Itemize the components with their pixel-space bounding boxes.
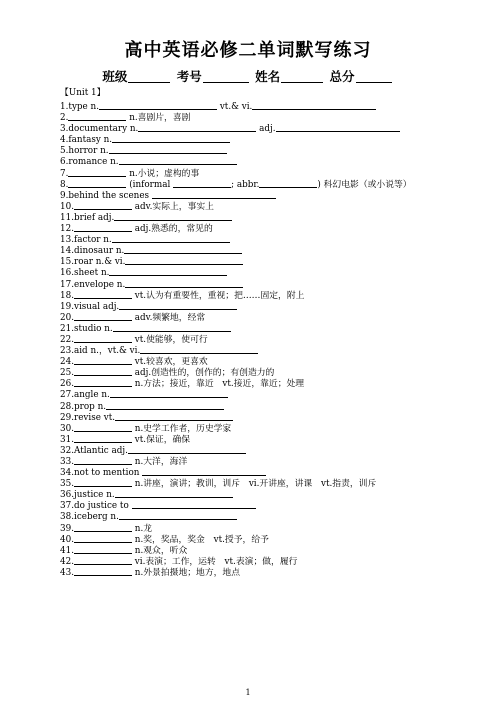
answer-blank [259, 178, 317, 188]
item-meaning: n.喜剧片，喜剧 [129, 113, 191, 123]
class-label: 班级 [102, 69, 128, 84]
answer-blank [138, 122, 256, 132]
item-meaning: n.外景拍摄地；地方，地点 [134, 567, 241, 578]
answer-blank [74, 522, 132, 532]
item-number: 24. [60, 357, 74, 367]
item-number: 12. [60, 224, 74, 234]
item-number: 39. [60, 523, 74, 533]
item-number: 4. [60, 135, 69, 145]
item-pos: n. [90, 102, 100, 112]
item-number: 28. [60, 401, 74, 411]
answer-blank [74, 433, 132, 443]
item-number: 25. [60, 368, 74, 378]
vocab-item [60, 455, 480, 466]
item-number: 37. [60, 501, 74, 511]
vocab-item [60, 510, 480, 521]
item-pos: n. [110, 512, 119, 522]
vocab-item [60, 544, 480, 555]
item-word: sheet [74, 268, 99, 278]
item-pos: n. [100, 146, 109, 156]
vocab-item [60, 167, 480, 178]
item-meaning: n.史学工作者，历史学家 [134, 423, 232, 433]
vocab-item [60, 144, 480, 155]
vocab-item [60, 155, 480, 166]
answer-blank [68, 167, 126, 177]
answer-blank [113, 322, 231, 332]
vocab-item [60, 222, 480, 233]
item-number: 2. [60, 113, 69, 123]
vocab-item [60, 100, 480, 111]
vocab-item [60, 211, 480, 222]
item-pos: n.& vi. [95, 257, 126, 267]
item-number: 26. [60, 379, 74, 389]
answer-blank [74, 455, 132, 465]
item-number: 19. [60, 301, 74, 311]
item-number: 38. [60, 512, 74, 522]
vocab-item [60, 522, 480, 533]
item-number: 34. [60, 468, 74, 478]
name-label: 姓名 [255, 69, 281, 84]
item-meaning: adv.实际上，事实上 [134, 201, 214, 211]
answer-blank [74, 222, 132, 232]
vocab-item [60, 255, 480, 266]
answer-blank [132, 499, 256, 509]
answer-blank [152, 189, 276, 199]
item-pos: n.，vt.& vi. [90, 346, 141, 356]
vocab-item [60, 133, 480, 144]
item-pos: vt.& vi. [219, 102, 253, 112]
item-pos: n. [116, 279, 126, 289]
vocab-item [60, 400, 480, 411]
item-meaning: n.大洋，海洋 [134, 457, 188, 467]
score-label: 总分 [329, 69, 355, 84]
answer-blank [74, 566, 132, 576]
vocab-item [60, 388, 480, 399]
item-meaning: n.观众，听众 [134, 545, 188, 555]
item-number: 36. [60, 490, 74, 500]
answer-blank [119, 510, 237, 520]
item-word: fantasy [68, 135, 101, 145]
vocab-item [60, 444, 480, 455]
item-number: 17. [60, 279, 74, 289]
item-pos: vt. [103, 412, 116, 422]
answer-blank [74, 333, 132, 343]
answer-blank [109, 144, 227, 154]
item-number: 20. [60, 312, 74, 322]
vocab-item [60, 233, 480, 244]
item-meaning: n.讲座，演讲；教训，训斥 vi.开讲座，讲课 vt.指责，训斥 [134, 479, 377, 489]
vocab-item [60, 322, 480, 333]
answer-blank [74, 366, 132, 376]
id-blank [203, 70, 249, 83]
item-word: not to mention [74, 468, 140, 478]
item-word: studio [74, 323, 102, 333]
item-number: 7. [60, 168, 69, 178]
item-pos: adj. [259, 124, 276, 134]
answer-blank [125, 255, 243, 265]
item-word: romance [68, 157, 108, 167]
answer-blank [125, 278, 243, 288]
answer-blank [110, 388, 228, 398]
vocab-item [60, 178, 480, 189]
item-note: ) [317, 179, 321, 189]
item-word: visual [74, 301, 101, 311]
item-number: 1. [60, 102, 69, 112]
item-number: 30. [60, 423, 74, 433]
answer-blank [252, 100, 376, 110]
item-word: aid [74, 346, 88, 356]
item-pos: n. [104, 323, 113, 333]
item-pos: n. [103, 235, 112, 245]
answer-blank [276, 122, 400, 132]
vocab-item [60, 477, 480, 488]
answer-blank [119, 155, 237, 165]
vocab-item [60, 333, 480, 344]
vocab-item [60, 200, 480, 211]
item-number: 11. [60, 212, 74, 223]
item-number: 40. [60, 534, 74, 544]
vocab-item [60, 111, 480, 122]
unit-heading: 【Unit 1】 [60, 88, 106, 98]
item-word: iceberg [74, 512, 108, 522]
item-word: dinosaur [74, 246, 114, 256]
vocab-item [60, 488, 480, 499]
vocab-item [60, 555, 480, 566]
vocab-item [60, 377, 480, 388]
name-blank [281, 70, 323, 83]
vocab-item [60, 278, 480, 289]
item-word: do justice to [74, 501, 129, 511]
score-blank [356, 70, 392, 83]
item-number: 22. [60, 334, 74, 345]
item-meaning: adj.创造性的，创作的；有创造力的 [134, 368, 275, 378]
vocab-item [60, 422, 480, 433]
answer-blank [173, 178, 231, 188]
answer-blank [74, 422, 132, 432]
answer-blank [74, 311, 132, 321]
item-pos: adj. [97, 212, 115, 223]
item-word: envelope [74, 279, 114, 289]
item-number: 9. [60, 190, 69, 200]
item-word: justice [74, 490, 104, 500]
item-note: (informal [129, 179, 171, 189]
item-word: prop [74, 401, 95, 411]
item-meaning: vt.较喜欢，更喜欢 [134, 357, 208, 367]
answer-blank [74, 289, 132, 299]
answer-blank [115, 411, 233, 421]
answer-blank [106, 400, 224, 410]
answer-blank [74, 377, 132, 387]
student-info-line [0, 67, 496, 85]
item-meaning: n.小说；虚构的事 [129, 168, 200, 178]
answer-blank [68, 178, 126, 188]
item-meaning: vt.保证，确保 [134, 434, 191, 444]
answer-blank [109, 266, 227, 276]
item-meaning: vt.认为有重要性，重视；把……固定，附上 [134, 290, 305, 300]
vocabulary-list [60, 100, 480, 577]
item-word: factor [74, 235, 101, 245]
answer-blank [74, 477, 132, 487]
item-number: 3. [60, 124, 69, 134]
item-pos: n. [103, 135, 113, 145]
item-meaning: vi.表演；工作，运转 vt.表演；做，履行 [134, 556, 298, 566]
item-pos: n. [97, 401, 107, 411]
item-word: Atlantic [74, 445, 109, 455]
answer-blank [99, 100, 217, 110]
item-meaning: n.奖，奖品，奖金 vt.授予，给予 [134, 534, 269, 544]
answer-blank [74, 200, 132, 210]
vocab-item [60, 466, 480, 477]
item-number: 15. [60, 257, 74, 267]
answer-blank [124, 244, 242, 254]
vocab-item [60, 189, 480, 200]
vocab-item [60, 344, 480, 355]
vocab-item [60, 533, 480, 544]
item-meaning: adj.熟悉的，常见的 [134, 224, 213, 234]
item-word: horror [68, 146, 98, 156]
item-word: behind the scenes [68, 190, 150, 200]
item-number: 43. [60, 567, 74, 578]
item-number: 41. [60, 545, 74, 555]
item-word: documentary [68, 124, 128, 134]
vocab-item [60, 122, 480, 133]
item-number: 8. [60, 179, 69, 189]
class-blank [128, 70, 170, 83]
item-number: 16. [60, 268, 74, 278]
item-number: 5. [60, 146, 69, 156]
item-number: 27. [60, 390, 74, 400]
id-label: 考号 [176, 69, 202, 84]
item-pos: n. [129, 124, 139, 134]
page-title: 高中英语必修二单词默写练习 [124, 40, 372, 61]
answer-blank [140, 344, 258, 354]
item-meaning: n.方法；接近，靠近 vt.接近，靠近；处理 [134, 379, 305, 389]
item-number: 33. [60, 457, 74, 467]
answer-blank [112, 133, 230, 143]
vocab-item [60, 566, 480, 577]
answer-blank [74, 555, 132, 565]
item-note: ; abbr. [231, 179, 260, 189]
answer-blank [112, 233, 230, 243]
vocab-item [60, 411, 480, 422]
item-pos: n. [101, 390, 110, 400]
item-number: 31. [60, 434, 74, 444]
answer-blank [142, 466, 266, 476]
item-meaning: n.龙 [134, 523, 153, 533]
answer-blank [119, 300, 237, 310]
item-pos: adj. [102, 301, 120, 311]
page-number: 1 [245, 688, 251, 697]
item-number: 10. [60, 201, 74, 211]
item-pos: n. [110, 157, 119, 167]
vocab-item [60, 244, 480, 255]
item-meaning: 科幻电影（或小说等） [323, 179, 412, 189]
item-number: 21. [60, 323, 74, 333]
vocab-item [60, 499, 480, 510]
item-number: 29. [60, 412, 74, 422]
item-number: 35. [60, 479, 74, 489]
vocab-item [60, 311, 480, 322]
vocab-item [60, 266, 480, 277]
answer-blank [74, 355, 132, 365]
item-meaning: vt.使能够，使可行 [134, 334, 208, 345]
item-meaning: adv.频繁地，经常 [134, 312, 206, 322]
item-number: 14. [60, 246, 74, 256]
answer-blank [74, 544, 132, 554]
item-pos: adj. [111, 445, 128, 455]
item-word: angle [74, 390, 99, 400]
answer-blank [128, 444, 246, 454]
item-word: roar [74, 257, 93, 267]
answer-blank [68, 111, 126, 121]
item-number: 6. [60, 157, 69, 167]
item-number: 32. [60, 445, 74, 455]
vocab-item [60, 355, 480, 366]
answer-blank [115, 488, 233, 498]
item-word: revise [74, 412, 101, 422]
vocab-item [60, 289, 480, 300]
item-pos: n. [106, 490, 115, 500]
item-number: 42. [60, 556, 74, 566]
answer-blank [114, 211, 232, 221]
vocab-item [60, 300, 480, 311]
answer-blank [74, 533, 132, 543]
item-word: type [68, 102, 88, 112]
vocab-item [60, 433, 480, 444]
item-pos: n. [115, 246, 125, 256]
item-number: 18. [60, 290, 74, 300]
vocab-item [60, 366, 480, 377]
item-number: 13. [60, 235, 74, 245]
item-pos: n. [100, 268, 110, 278]
item-word: brief [74, 212, 96, 223]
item-number: 23. [60, 346, 74, 356]
